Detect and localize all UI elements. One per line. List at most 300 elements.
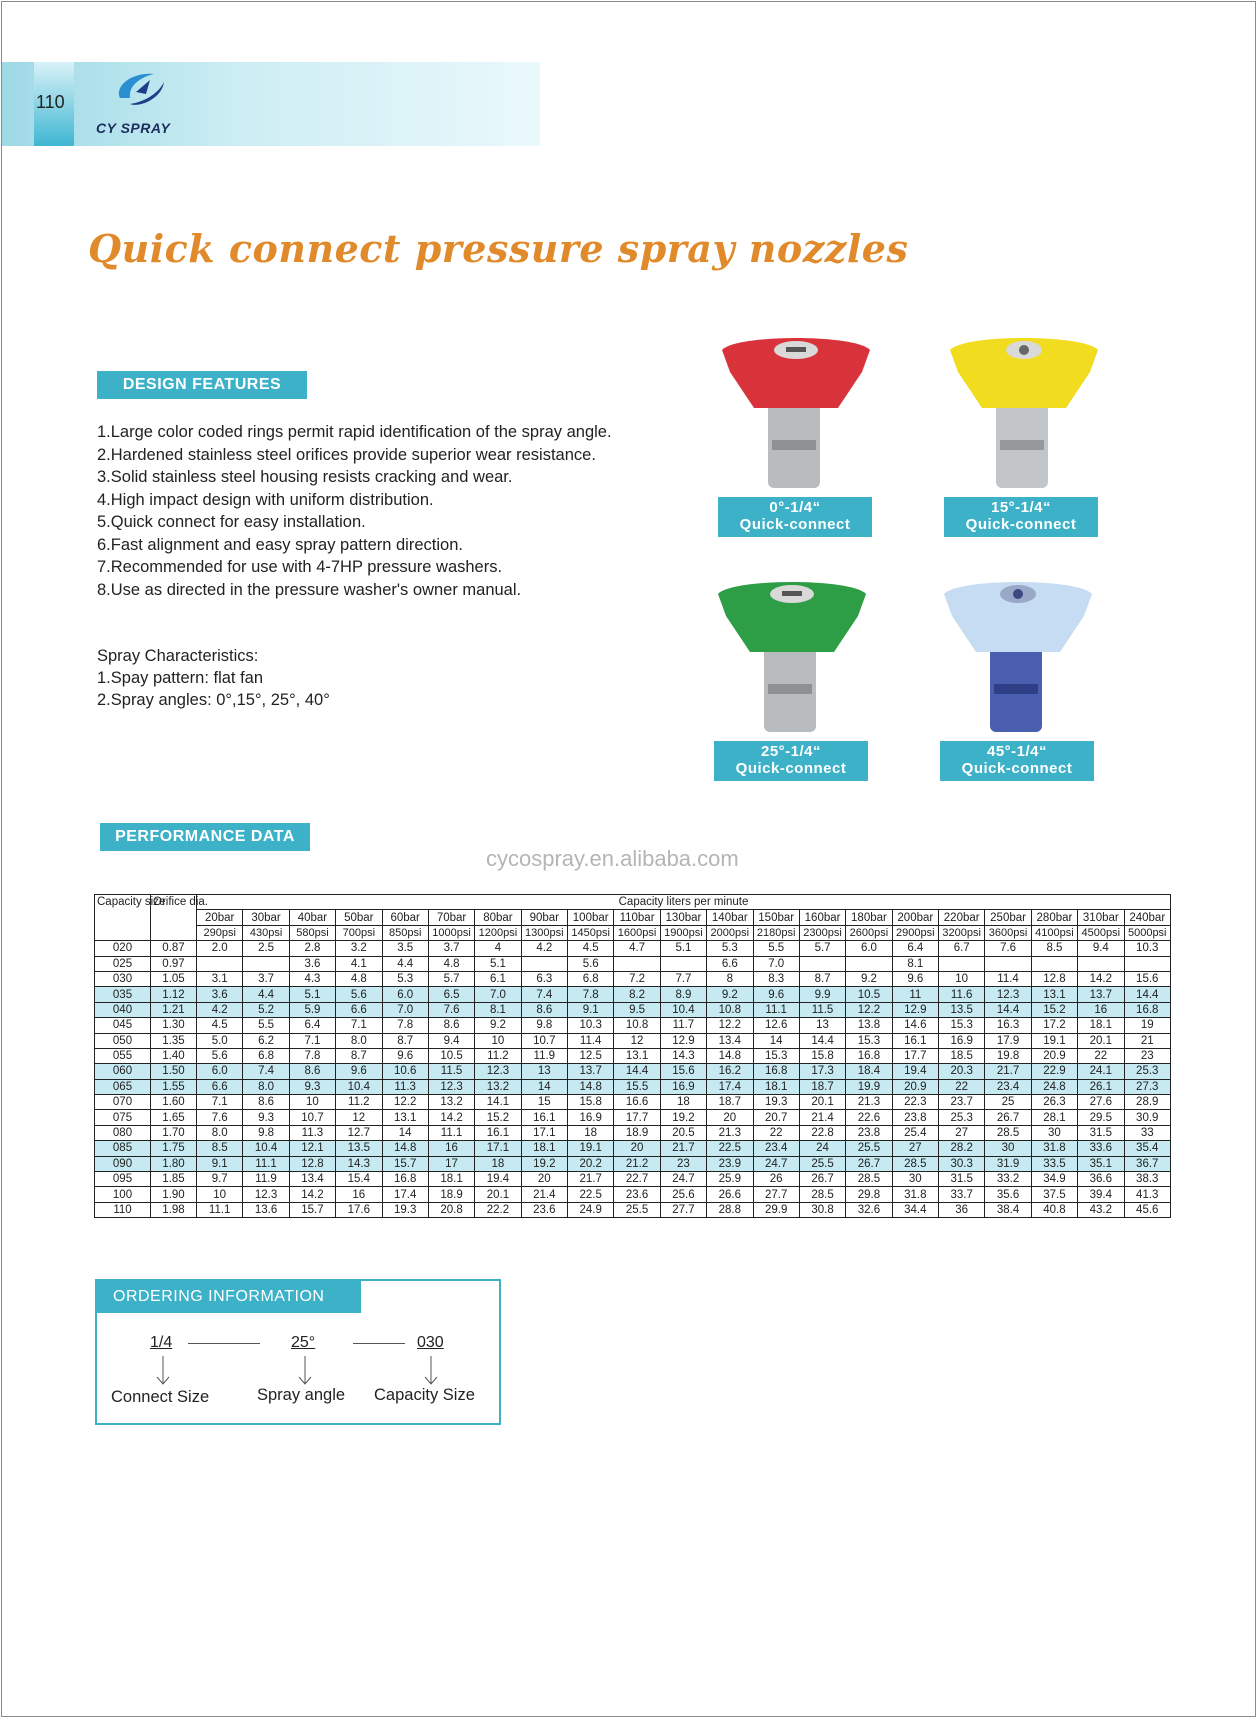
flow-value-cell: 37.5 [1031, 1187, 1077, 1202]
flow-value-cell: 8.5 [1031, 941, 1077, 956]
flow-value-cell: 5.7 [799, 941, 845, 956]
bar-header: 20bar [197, 910, 243, 925]
flow-value-cell: 10 [475, 1033, 521, 1048]
flow-value-cell: 11.3 [289, 1125, 335, 1140]
flow-value-cell: 38.3 [1124, 1172, 1171, 1187]
flow-value-cell: 18 [660, 1095, 706, 1110]
flow-value-cell: 8.6 [243, 1095, 289, 1110]
flow-value-cell: 20.1 [475, 1187, 521, 1202]
flow-value-cell: 15.6 [660, 1064, 706, 1079]
flow-value-cell: 12.2 [382, 1095, 428, 1110]
flow-value-cell: 17.7 [614, 1110, 660, 1125]
flow-value-cell: 20 [614, 1141, 660, 1156]
table-row [95, 1202, 1171, 1217]
flow-value-cell: 8.0 [197, 1125, 243, 1140]
flow-value-cell: 11.1 [753, 1002, 799, 1017]
flow-value-cell: 13 [521, 1064, 567, 1079]
flow-value-cell: 27.3 [1124, 1079, 1171, 1094]
flow-value-cell: 14.8 [568, 1079, 614, 1094]
flow-value-cell: 10.5 [428, 1048, 474, 1063]
psi-header: 290psi [197, 925, 243, 940]
flow-value-cell: 9.2 [846, 971, 892, 986]
flow-value-cell: 17.4 [382, 1187, 428, 1202]
flow-value-cell: 28.2 [939, 1141, 985, 1156]
flow-value-cell: 7.0 [475, 987, 521, 1002]
flow-value-cell: 12 [336, 1110, 382, 1125]
flow-value-cell: 33.6 [1078, 1141, 1124, 1156]
flow-value-cell: 38.4 [985, 1202, 1031, 1217]
flow-value-cell: 10.8 [707, 1002, 753, 1017]
flow-value-cell: 7.8 [568, 987, 614, 1002]
flow-value-cell: 11.1 [243, 1156, 289, 1171]
bar-header: 100bar [568, 910, 614, 925]
spray-angle-value: 25° [291, 1334, 316, 1351]
flow-value-cell: 12.1 [289, 1141, 335, 1156]
flow-value-cell: 4.7 [614, 941, 660, 956]
flow-value-cell: 15 [521, 1095, 567, 1110]
flow-value-cell: 12.3 [985, 987, 1031, 1002]
flow-value-cell: 14.4 [1124, 987, 1171, 1002]
flow-value-cell: 12.3 [243, 1187, 289, 1202]
flow-value-cell: 22.9 [1031, 1064, 1077, 1079]
psi-header: 2180psi [753, 925, 799, 940]
flow-value-cell: 8.7 [799, 971, 845, 986]
flow-value-cell: 19.3 [753, 1095, 799, 1110]
flow-value-cell: 4.1 [336, 956, 382, 971]
nozzle-label-25 [714, 741, 868, 781]
flow-value-cell: 18.1 [521, 1141, 567, 1156]
watermark: cycospray.en.alibaba.com [486, 846, 739, 871]
flow-value-cell: 7.0 [382, 1002, 428, 1017]
flow-value-cell: 31.5 [1078, 1125, 1124, 1140]
flow-value-cell: 10.4 [243, 1141, 289, 1156]
psi-header: 1000psi [428, 925, 474, 940]
flow-value-cell: 12.9 [892, 1002, 938, 1017]
flow-value-cell: 13.4 [289, 1172, 335, 1187]
flow-value-cell: 30 [985, 1141, 1031, 1156]
flow-value-cell: 22.6 [846, 1110, 892, 1125]
flow-value-cell: 7.4 [243, 1064, 289, 1079]
flow-value-cell: 36.6 [1078, 1172, 1124, 1187]
flow-value-cell: 30.9 [1124, 1110, 1171, 1125]
table-row [95, 1141, 1171, 1156]
flow-value-cell: 14 [521, 1079, 567, 1094]
psi-header: 2600psi [846, 925, 892, 940]
bar-header: 200bar [892, 910, 938, 925]
flow-value-cell: 28.5 [985, 1125, 1031, 1140]
flow-value-cell: 18.7 [799, 1079, 845, 1094]
design-features-tag: DESIGN FEATURES [97, 371, 307, 399]
down-arrow-icon [156, 1356, 170, 1386]
nozzle-label-15 [944, 497, 1098, 537]
flow-value-cell: 12 [614, 1033, 660, 1048]
flow-value-cell: 6.0 [197, 1064, 243, 1079]
flow-value-cell: 21.3 [707, 1125, 753, 1140]
flow-value-cell: 20.9 [892, 1079, 938, 1094]
flow-value-cell: 11.9 [243, 1172, 289, 1187]
flow-value-cell: 7.1 [197, 1095, 243, 1110]
flow-value-cell: 16.1 [475, 1125, 521, 1140]
flow-value-cell: 5.6 [336, 987, 382, 1002]
flow-value-cell: 4.4 [382, 956, 428, 971]
bar-header: 30bar [243, 910, 289, 925]
flow-value-cell: 9.3 [243, 1110, 289, 1125]
capacity-size-cell: 020 [95, 941, 151, 956]
flow-value-cell: 15.3 [846, 1033, 892, 1048]
flow-value-cell: 11.3 [382, 1079, 428, 1094]
orifice-dia-header: Orifice dia. [151, 895, 197, 941]
orifice-cell: 1.70 [151, 1125, 197, 1140]
capacity-size-cell: 050 [95, 1033, 151, 1048]
flow-value-cell: 16.1 [521, 1110, 567, 1125]
bar-header: 130bar [660, 910, 706, 925]
flow-value-cell: 26.7 [846, 1156, 892, 1171]
flow-value-cell: 13.1 [614, 1048, 660, 1063]
psi-header: 4100psi [1031, 925, 1077, 940]
flow-value-cell: 9.6 [382, 1048, 428, 1063]
flow-value-cell: 9.7 [197, 1172, 243, 1187]
flow-value-cell: 8.1 [475, 1002, 521, 1017]
flow-value-cell: 26.1 [1078, 1079, 1124, 1094]
flow-value-cell [1124, 956, 1171, 971]
flow-value-cell: 6.4 [289, 1018, 335, 1033]
psi-header: 1200psi [475, 925, 521, 940]
flow-value-cell: 5.2 [243, 1002, 289, 1017]
table-row [95, 1156, 1171, 1171]
flow-value-cell: 14.1 [475, 1095, 521, 1110]
nozzle-label-45 [940, 741, 1094, 781]
flow-value-cell: 16.9 [568, 1110, 614, 1125]
flow-value-cell: 2.5 [243, 941, 289, 956]
capacity-size-cell: 085 [95, 1141, 151, 1156]
nozzle-type: Quick-connect [965, 516, 1077, 533]
flow-value-cell: 11.5 [428, 1064, 474, 1079]
capacity-size-header: Capacity size [95, 895, 151, 941]
flow-value-cell: 19.4 [475, 1172, 521, 1187]
flow-value-cell: 11.1 [428, 1125, 474, 1140]
flow-value-cell: 34.9 [1031, 1172, 1077, 1187]
flow-value-cell: 34.4 [892, 1202, 938, 1217]
flow-value-cell: 10.6 [382, 1064, 428, 1079]
capacity-size-cell: 060 [95, 1064, 151, 1079]
flow-value-cell: 31.8 [892, 1187, 938, 1202]
flow-value-cell: 4.3 [289, 971, 335, 986]
flow-value-cell: 18.7 [707, 1095, 753, 1110]
flow-value-cell: 9.6 [753, 987, 799, 1002]
flow-value-cell: 17.2 [1031, 1018, 1077, 1033]
bar-header: 40bar [289, 910, 335, 925]
orifice-cell: 1.85 [151, 1172, 197, 1187]
flow-value-cell: 27.7 [753, 1187, 799, 1202]
flow-value-cell: 5.3 [707, 941, 753, 956]
flow-value-cell: 18.1 [428, 1172, 474, 1187]
flow-value-cell: 16 [428, 1141, 474, 1156]
flow-value-cell: 35.6 [985, 1187, 1031, 1202]
table-row [95, 956, 1171, 971]
flow-value-cell: 16.1 [892, 1033, 938, 1048]
nozzle-green-image [712, 576, 872, 740]
capacity-size-cell: 095 [95, 1172, 151, 1187]
flow-value-cell [614, 956, 660, 971]
flow-value-cell: 30 [892, 1172, 938, 1187]
flow-value-cell: 24.8 [1031, 1079, 1077, 1094]
down-arrow-icon [424, 1356, 438, 1386]
bar-header: 60bar [382, 910, 428, 925]
flow-value-cell: 14 [382, 1125, 428, 1140]
connect-size-label: Connect Size [111, 1388, 210, 1406]
flow-value-cell: 8.1 [892, 956, 938, 971]
flow-value-cell: 28.8 [707, 1202, 753, 1217]
flow-value-cell: 17.1 [521, 1125, 567, 1140]
flow-value-cell: 9.2 [707, 987, 753, 1002]
flow-value-cell: 18.9 [428, 1187, 474, 1202]
flow-value-cell: 24.9 [568, 1202, 614, 1217]
flow-value-cell: 4.5 [568, 941, 614, 956]
psi-header: 1900psi [660, 925, 706, 940]
flow-value-cell: 6.6 [197, 1079, 243, 1094]
flow-value-cell: 20 [707, 1110, 753, 1125]
flow-value-cell: 11.5 [799, 1002, 845, 1017]
flow-value-cell: 10 [939, 971, 985, 986]
flow-value-cell: 19.2 [660, 1110, 706, 1125]
flow-value-cell: 11.4 [985, 971, 1031, 986]
flow-value-cell [985, 956, 1031, 971]
flow-value-cell: 25.9 [707, 1172, 753, 1187]
flow-value-cell: 11.2 [336, 1095, 382, 1110]
orifice-cell: 1.12 [151, 987, 197, 1002]
flow-value-cell: 17.7 [892, 1048, 938, 1063]
flow-value-cell: 25.4 [892, 1125, 938, 1140]
flow-value-cell: 16.9 [939, 1033, 985, 1048]
flow-value-cell: 18.5 [939, 1048, 985, 1063]
flow-value-cell: 22.3 [892, 1095, 938, 1110]
flow-value-cell: 3.7 [428, 941, 474, 956]
flow-value-cell: 17.3 [799, 1064, 845, 1079]
flow-value-cell: 25.5 [846, 1141, 892, 1156]
flow-value-cell: 13 [799, 1018, 845, 1033]
flow-value-cell: 4.5 [197, 1018, 243, 1033]
feature-item: 5.Quick connect for easy installation. [97, 513, 366, 531]
feature-item: 1.Large color coded rings permit rapid identification of the spray angle. [97, 423, 612, 441]
flow-value-cell: 10.8 [614, 1018, 660, 1033]
flow-value-cell: 9.6 [892, 971, 938, 986]
orifice-cell: 1.75 [151, 1141, 197, 1156]
flow-value-cell: 28.5 [799, 1187, 845, 1202]
flow-value-cell: 15.7 [382, 1156, 428, 1171]
table-row [95, 1125, 1171, 1140]
flow-value-cell: 28.5 [892, 1156, 938, 1171]
spray-characteristics [97, 645, 330, 711]
table-row [95, 1187, 1171, 1202]
flow-value-cell: 29.8 [846, 1187, 892, 1202]
psi-header: 4500psi [1078, 925, 1124, 940]
flow-value-cell: 22 [753, 1125, 799, 1140]
flow-value-cell: 14.2 [289, 1187, 335, 1202]
table-row [95, 1095, 1171, 1110]
flow-value-cell: 19.3 [382, 1202, 428, 1217]
flow-value-cell: 23.4 [985, 1079, 1031, 1094]
flow-value-cell: 23.6 [521, 1202, 567, 1217]
feature-item: 7.Recommended for use with 4-7HP pressure washers. [97, 558, 503, 576]
flow-value-cell: 40.8 [1031, 1202, 1077, 1217]
flow-value-cell: 5.6 [568, 956, 614, 971]
flow-value-cell: 7.8 [382, 1018, 428, 1033]
flow-value-cell [197, 956, 243, 971]
table-row [95, 971, 1171, 986]
flow-value-cell: 14 [753, 1033, 799, 1048]
flow-value-cell: 9.1 [197, 1156, 243, 1171]
nozzle-blue-image [938, 576, 1098, 740]
flow-value-cell: 28.9 [1124, 1095, 1171, 1110]
flow-value-cell: 3.1 [197, 971, 243, 986]
flow-value-cell: 43.2 [1078, 1202, 1124, 1217]
orifice-cell: 0.87 [151, 941, 197, 956]
spray-angle-label: Spray angle [257, 1386, 346, 1404]
flow-value-cell: 15.4 [336, 1172, 382, 1187]
flow-value-cell: 4 [475, 941, 521, 956]
flow-value-cell: 13.4 [707, 1033, 753, 1048]
bar-header: 240bar [1124, 910, 1171, 925]
flow-value-cell: 2.0 [197, 941, 243, 956]
brand-name: CY SPRAY [96, 120, 171, 136]
flow-value-cell: 26.6 [707, 1187, 753, 1202]
flow-value-cell: 12.8 [1031, 971, 1077, 986]
flow-value-cell: 12.8 [289, 1156, 335, 1171]
flow-value-cell: 4.4 [243, 987, 289, 1002]
flow-value-cell: 5.1 [660, 941, 706, 956]
flow-value-cell: 6.6 [707, 956, 753, 971]
flow-value-cell: 16.8 [382, 1172, 428, 1187]
flow-value-cell: 30.3 [939, 1156, 985, 1171]
flow-value-cell: 4.8 [336, 971, 382, 986]
flow-value-cell: 9.9 [799, 987, 845, 1002]
flow-value-cell: 22.7 [614, 1172, 660, 1187]
flow-value-cell: 23 [660, 1156, 706, 1171]
flow-value-cell: 5.7 [428, 971, 474, 986]
flow-value-cell: 41.3 [1124, 1187, 1171, 1202]
nozzle-angle: 25°-1/4“ [760, 743, 822, 760]
flow-value-cell: 36 [939, 1202, 985, 1217]
flow-value-cell: 5.0 [197, 1033, 243, 1048]
flow-value-cell: 10 [197, 1187, 243, 1202]
flow-value-cell: 13.7 [568, 1064, 614, 1079]
flow-value-cell: 13.1 [382, 1110, 428, 1125]
bar-header: 310bar [1078, 910, 1124, 925]
psi-header: 430psi [243, 925, 289, 940]
flow-value-cell: 35.4 [1124, 1141, 1171, 1156]
flow-value-cell [1078, 956, 1124, 971]
flow-value-cell: 18.1 [1078, 1018, 1124, 1033]
orifice-cell: 1.90 [151, 1187, 197, 1202]
table-row [95, 1033, 1171, 1048]
flow-value-cell: 21.2 [614, 1156, 660, 1171]
flow-value-cell: 19.4 [892, 1064, 938, 1079]
flow-value-cell: 9.4 [1078, 941, 1124, 956]
flow-value-cell: 15.8 [568, 1095, 614, 1110]
design-features-list [97, 421, 612, 601]
flow-value-cell: 7.4 [521, 987, 567, 1002]
flow-value-cell: 11.6 [939, 987, 985, 1002]
flow-value-cell: 25.3 [939, 1110, 985, 1125]
nozzle-angle: 0°-1/4“ [769, 499, 821, 516]
flow-value-cell: 14.2 [428, 1110, 474, 1125]
bar-header: 70bar [428, 910, 474, 925]
flow-value-cell: 8.5 [197, 1141, 243, 1156]
flow-value-cell: 28.5 [846, 1172, 892, 1187]
flow-value-cell: 9.6 [336, 1064, 382, 1079]
flow-value-cell: 25 [985, 1095, 1031, 1110]
flow-value-cell: 23.7 [939, 1095, 985, 1110]
flow-value-cell: 14.3 [660, 1048, 706, 1063]
capacity-size-cell: 070 [95, 1095, 151, 1110]
flow-value-cell: 5.5 [753, 941, 799, 956]
flow-value-cell: 3.5 [382, 941, 428, 956]
flow-value-cell: 21.7 [568, 1172, 614, 1187]
flow-value-cell: 9.4 [428, 1033, 474, 1048]
flow-value-cell: 6.3 [521, 971, 567, 986]
feature-item: 4.High impact design with uniform distribution. [97, 490, 434, 509]
flow-value-cell: 13.5 [939, 1002, 985, 1017]
flow-value-cell: 24.7 [753, 1156, 799, 1171]
flow-value-cell: 8.7 [336, 1048, 382, 1063]
flow-value-cell: 5.3 [382, 971, 428, 986]
flow-value-cell: 23 [1124, 1048, 1171, 1063]
nozzle-type: Quick-connect [961, 760, 1073, 777]
capacity-size-cell: 075 [95, 1110, 151, 1125]
flow-value-cell: 16.8 [1124, 1002, 1171, 1017]
flow-value-cell: 30.8 [799, 1202, 845, 1217]
flow-value-cell: 21.4 [799, 1110, 845, 1125]
flow-value-cell: 26.3 [1031, 1095, 1077, 1110]
table-row [95, 1002, 1171, 1017]
flow-value-cell: 15.3 [753, 1048, 799, 1063]
flow-value-cell: 23.6 [614, 1187, 660, 1202]
capacity-size-label: Capacity Size [374, 1386, 475, 1404]
orifice-cell: 1.60 [151, 1095, 197, 1110]
flow-value-cell: 35.1 [1078, 1156, 1124, 1171]
down-arrow-icon [298, 1356, 312, 1386]
flow-value-cell: 26.7 [799, 1172, 845, 1187]
capacity-size-cell: 055 [95, 1048, 151, 1063]
psi-header: 3600psi [985, 925, 1031, 940]
orifice-cell: 1.35 [151, 1033, 197, 1048]
flow-value-cell: 8.3 [753, 971, 799, 986]
flow-value-cell: 5.1 [475, 956, 521, 971]
flow-value-cell: 8.0 [336, 1033, 382, 1048]
flow-value-cell: 21.4 [521, 1187, 567, 1202]
flow-value-cell: 15.2 [475, 1110, 521, 1125]
flow-value-cell: 7.6 [197, 1110, 243, 1125]
flow-value-cell: 21.3 [846, 1095, 892, 1110]
flow-value-cell: 11.7 [660, 1018, 706, 1033]
capacity-size-cell: 090 [95, 1156, 151, 1171]
table-row [95, 1079, 1171, 1094]
flow-value-cell: 17.6 [336, 1202, 382, 1217]
flow-value-cell: 11.1 [197, 1202, 243, 1217]
flow-value-cell: 19.9 [846, 1079, 892, 1094]
psi-header: 1600psi [614, 925, 660, 940]
flow-value-cell: 6.0 [382, 987, 428, 1002]
flow-value-cell: 8.6 [289, 1064, 335, 1079]
flow-value-cell: 7.6 [428, 1002, 474, 1017]
page-title: Quick connect pressure spray nozzles [88, 226, 909, 271]
flow-value-cell: 7.8 [289, 1048, 335, 1063]
bar-header: 250bar [985, 910, 1031, 925]
psi-header: 1300psi [521, 925, 567, 940]
flow-value-cell: 3.7 [243, 971, 289, 986]
flow-value-cell: 6.5 [428, 987, 474, 1002]
flow-value-cell: 15.6 [1124, 971, 1171, 986]
